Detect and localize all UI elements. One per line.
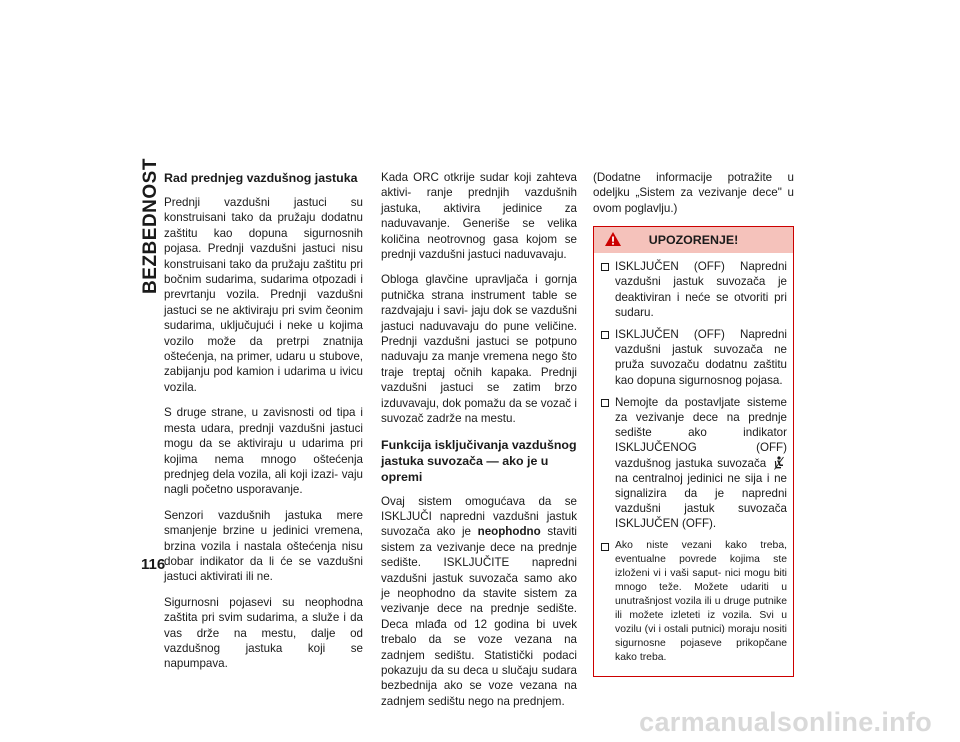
paragraph-text: staviti sistem za vezivanje dece na prednje sedište. ISKLJUČITE napredni vazdušni jastuk suvozača samo ako je neophodno da stavite sistem za vezivanje dece na prednje sedište. Deca mlađa od 12 godina bi uvek trebalo da se voze vezana na zadnjem sedištu. Statistički podaci pokazuju da su deca u slučaju sudara bezbednija ako se voze vezana na zadnjem sedištu nego na prednjem. xyxy=(381,525,577,708)
paragraph-bold-word: neophodno xyxy=(477,525,541,539)
warning-item-text: na centralnoj jedinici ne sija i ne signalizira da je napredni vazdušni jastuk suvozača ISKLJUČEN (OFF). xyxy=(615,471,787,531)
column-left xyxy=(164,170,363,682)
page-number: 116 xyxy=(141,556,166,573)
paragraph xyxy=(381,494,577,710)
warning-list xyxy=(594,253,793,675)
square-bullet-icon xyxy=(601,543,609,551)
paragraph: Senzori vazdušnih jastuka mere smanjenje brzine u jedinici vremena, brzina vozila i nastala oštećenja nisu dobar indikator da li će se vazdušni jastuci aktivirati ili ne. xyxy=(164,508,363,584)
warning-item xyxy=(600,395,787,532)
warning-item-text: ISKLJUČEN (OFF) Napredni vazdušni jastuk suvozača ne pruža suvozaču dodatnu zaštitu kao dopuna sigurnosnog pojasa. xyxy=(615,328,787,387)
warning-item xyxy=(600,539,787,665)
paragraph: Prednji vazdušni jastuci su konstruisani tako da pružaju dodatnu zaštitu kao dopuna sigurnosnih pojasa. Prednji vazdušni jastuci nisu konstruisani tako da pružaju zaštitu pri bočnim sudarima, sudarima otpozadi i prevrtanju vozila. Prednji vazdušni jastuci se ne aktiviraju pri svim čeonim sudarima, uključujući i neke u kojima vozilo može da pretrpi znatnija oštećenja, na primer, udaru u stubove, zabijanju pod kamion i udarima u ivicu vozila. xyxy=(164,196,363,394)
square-bullet-icon xyxy=(601,399,609,407)
warning-item-text: Ako niste vezani kako treba, eventualne povrede kojima ste izloženi vi i vaši saput- nici mogu biti mnogo teže. Možete udariti u unutrašnjost vozila ili u druge putnike ili možete izleteti iz vozila. Svi u vozilu (vi i ostali putnici) moraju nositi sigurnosne pojaseve prikopčane kako treba. xyxy=(615,539,787,663)
warning-item xyxy=(600,327,787,388)
warning-item-text: Nemojte da postavljate sisteme za vezivanje dece na prednje sedište ako indikator ISKLJUČENOG (OFF) vazdušnog jastuka suvozača xyxy=(615,395,787,470)
square-bullet-icon xyxy=(601,263,609,271)
warning-header xyxy=(594,227,793,253)
paragraph-text: Ovaj sistem omogućava da se ISKLJUČI napredni vazdušni jastuk suvozača ako je xyxy=(381,494,577,539)
watermark-logo: carmanualsonline.info xyxy=(639,707,932,737)
warning-box xyxy=(593,226,794,676)
column-middle xyxy=(381,170,577,719)
paragraph: Kada ORC otkrije sudar koji zahteva aktivi- ranje prednjih vazdušnih jastuka, aktivira jedinice za naduvavanje. Generiše se velika količina neotrovnog gasa kojom se prednji vazdušni jastuci naduvavaju. xyxy=(381,171,577,262)
warning-triangle-icon xyxy=(604,231,622,247)
warning-item xyxy=(600,259,787,320)
section-title: BEZBEDNOST xyxy=(140,158,161,294)
paragraph: Sigurnosni pojasevi su neophodna zaštita pri svim sudarima, a služe i da vas drže na mestu, dalje od vazdušnog jastuka koji se napumpava. xyxy=(164,595,363,671)
passenger-airbag-off-icon xyxy=(774,456,784,470)
warning-title: UPOZORENJE! xyxy=(648,233,739,248)
warning-item-text: ISKLJUČEN (OFF) Napredni vazdušni jastuk suvozača je deaktiviran i neće se otvoriti pri sudaru. xyxy=(615,260,787,319)
section-side-tab xyxy=(141,160,161,292)
paragraph: S druge strane, u zavisnosti od tipa i mesta udara, prednji vazdušni jastuci mogu da se aktiviraju u udarima pri kojima nema mnogo oštećenja prednjeg dela vozila, ali koji izazi- vaju nagli početno usporavanje. xyxy=(164,406,363,497)
square-bullet-icon xyxy=(601,331,609,339)
paragraph: Obloga glavčine upravljača i gornja putnička strana instrument table se razdvajaju i savi- jaju dok se vazdušni jastuci naduvavaju do pune veličine. Prednji vazdušni jastuci se potpuno naduvaju za manje vremena nego što traje treptaj očnih kapaka. Prednji vazdušni jastuci se zatim brzo izduvavaju, dok pomažu da se vozač i suvozač zadrže na mestu. xyxy=(381,273,577,426)
column-right xyxy=(593,170,794,677)
heading-passenger-airbag-disable: Funkcija isključivanja vazdušnog jastuka suvozača — ako je u opremi xyxy=(381,437,577,484)
paragraph-intro: (Dodatne informacije potražite u odeljku „Sistem za vezivanje dece" u ovom poglavlju.) xyxy=(593,171,794,215)
heading-front-airbag-operation: Rad prednjeg vazdušnog jastuka xyxy=(164,171,358,185)
